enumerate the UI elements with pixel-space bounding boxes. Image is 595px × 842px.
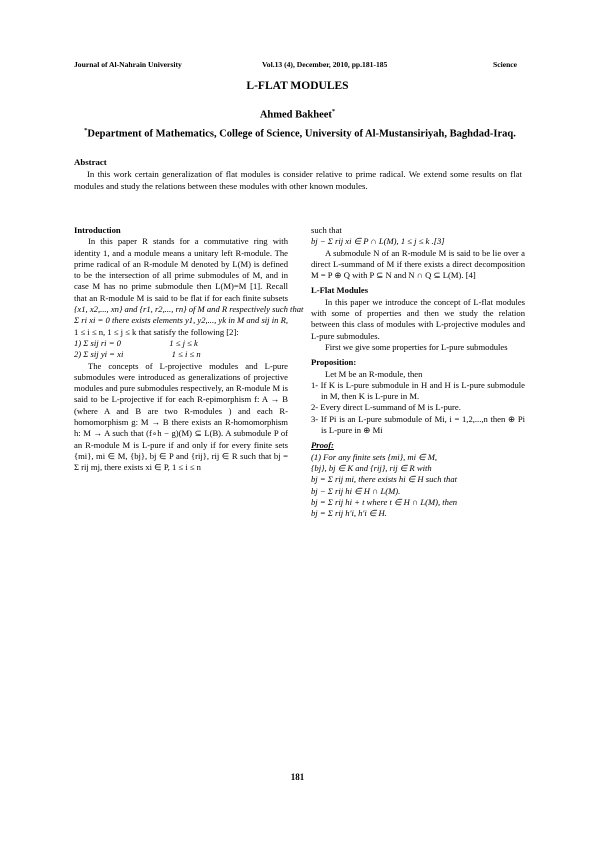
proof-line-4: bj − Σ rij hi ∈ H ∩ L(M). <box>311 485 401 496</box>
author-name: Ahmed Bakheet <box>259 109 332 121</box>
section-name: Science <box>493 60 518 69</box>
lflat-paragraph: In this paper we introduce the concept of L-flat modules with some of properties and then we study the relation between this class of modules with L-projective modules and L-pure submodules. <box>311 296 525 341</box>
elements-expression: y1, y2,..., yk in M and sij in R, <box>184 315 288 326</box>
sum-zero-expression: Σ ri xi = 0 there exists elements <box>74 315 183 326</box>
lie-over-paragraph: A submodule N of an R-module M is said to be lie over a direct L-summand of M if there exists a direct decomposition M = P ⊕ Q with P ⊆ N and N ∩ Q ⊆ L(M). [4] <box>311 247 525 281</box>
equation-1: 1) Σ sij ri = 0 <box>74 337 121 348</box>
author-footnote-mark: * <box>331 108 336 115</box>
affiliation-line <box>80 123 520 142</box>
affiliation: Department of Mathematics, College of Science, University of Al-Mustansiriyah, Baghdad-Iraq. <box>87 128 516 140</box>
proof-line-6: bj = Σ rij h′i, h′i ∈ H. <box>311 508 387 519</box>
subset-expression: {x1, x2,..., xn} and {r1, r2,..., rn} of M and R respectively such that <box>74 304 304 315</box>
proposition-intro: Let M be an R-module, then <box>325 368 423 379</box>
equation-2: 2) Σ sij yi = xi <box>74 349 124 360</box>
abstract-text: In this work certain generalization of flat modules is consider relative to prime radical. We extend some results on flat modules and study the relations between these modules with other known modules. <box>74 169 522 191</box>
abstract-heading: Abstract <box>74 157 107 167</box>
volume-info: Vol.13 (4), December, 2010, pp.181-185 <box>262 60 388 69</box>
journal-name: Journal of Al-Nahrain University <box>74 60 182 69</box>
proof-heading: Proof: <box>311 440 334 451</box>
right-column <box>311 225 525 519</box>
flat-condition-2 <box>74 349 288 360</box>
proof-line-1: (1) For any finite sets {mi}, mi ∈ M, <box>311 451 438 462</box>
continuation-equation: bj − Σ rij xi ∈ P ∩ L(M), 1 ≤ j ≤ k .[3] <box>311 236 445 247</box>
page-number: 181 <box>290 772 305 782</box>
continuation-text: such that <box>311 225 342 235</box>
lpure-intro: First we give some properties for L-pure submodules <box>325 341 508 352</box>
proposition-item-1: 1- If K is L-pure submodule in H and H is L-pure submodule in M, then K is L-pure in M. <box>311 379 525 402</box>
proposition-item-2: 2- Every direct L-summand of M is L-pure. <box>311 402 461 413</box>
equation-2-range: 1 ≤ i ≤ n <box>171 349 201 360</box>
flat-condition-1 <box>74 338 288 349</box>
proposition-heading: Proposition: <box>311 357 357 368</box>
intro-text: In this paper R stands for a commutative ring with identity 1, and a module means a unitary left R-module. The prime radical of an R-module M denoted by L(M) is defined to be the intersection of all prime submodules of M, and in case M has no prime submodule then L(M)=M [1]. Recall that an R-module M is said to be flat if for each finite subsets <box>74 236 288 303</box>
equation-1-range: 1 ≤ j ≤ k <box>169 337 198 348</box>
affiliation-footnote-mark: * <box>84 127 88 134</box>
proposition-item-3: 3- If Pi is an L-pure submodule of Mi, i = 1,2,...,n then ⊕ Pi is L-pure in ⊕ Mi <box>311 413 525 436</box>
proof-line-3: bj = Σ rij mi, there exists hi ∈ H such that <box>311 474 458 485</box>
range-expression: 1 ≤ i ≤ n, 1 ≤ j ≤ k that satisfy the following [2]: <box>74 326 239 337</box>
proof-line-2: {bj}, bj ∈ K and {rij}, rij ∈ R with <box>311 462 432 473</box>
proof-line-5: bj = Σ rij hi + t where t ∈ H ∩ L(M), then <box>311 496 458 507</box>
introduction-heading: Introduction <box>74 225 121 235</box>
intro-paragraph-1 <box>74 236 304 338</box>
intro-paragraph-2: The concepts of L-projective modules and L-pure submodules were introduced as generalizations of projective modules and pure submodules respectively, an R-module M is said to be L-projective if for each R-epimorphism f: A → B (where A and B are two R-modules ) and each R-homomorphism g: M → B there exists an R-homomorphism h: M → A such that (f∘h − g)(M) ⊆ L(B). A submodule P of an R-module M is L-pure if and only if for every finite sets {mi}, mi ∈ M, {bj}, bj ∈ P and {rij}, rij ∈ R such that bj = Σ rij mj, there exists xi ∈ P, 1 ≤ i ≤ n <box>74 360 289 473</box>
paper-title: L-FLAT MODULES <box>246 80 349 92</box>
author-line <box>0 108 595 121</box>
left-column <box>74 225 304 474</box>
lflat-heading: L-Flat Modules <box>311 285 369 296</box>
